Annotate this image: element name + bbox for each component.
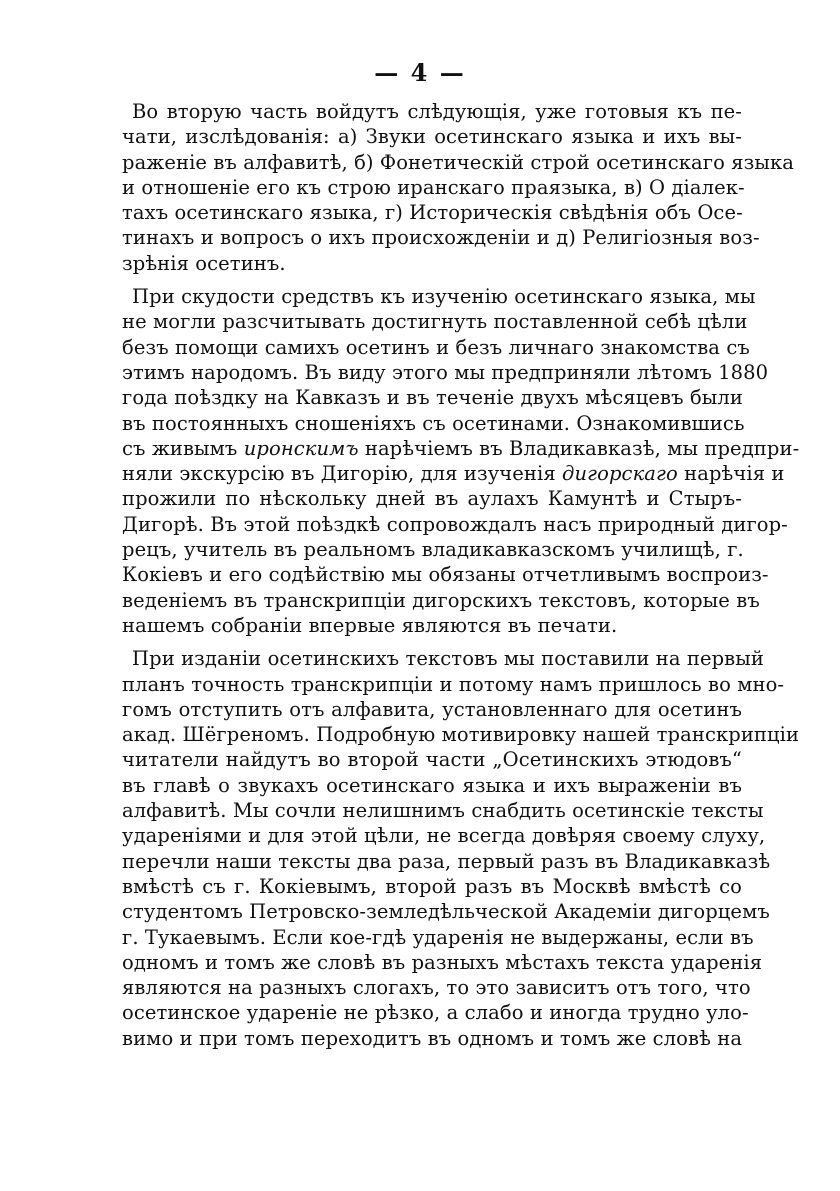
text-line: читатели найдутъ во второй части „Осетинскихъ этюдовъ“ — [122, 748, 742, 772]
text-line: акад. Шёгреномъ. Подробную мотивировку нашей транскрипціи — [122, 723, 800, 747]
text-line: веденіемъ въ транскрипціи дигорскихъ текстовъ, которые въ — [122, 588, 760, 612]
text-line: являются на разныхъ слогахъ, то это зависитъ отъ того, что — [122, 976, 751, 1000]
text-line: алфавитѣ. Мы сочли нелишнимъ снабдить осетинскіе тексты — [122, 799, 764, 823]
text-line: одномъ и томъ же словѣ въ разныхъ мѣстахъ текста ударенія — [122, 950, 763, 974]
paragraph-2 — [122, 284, 800, 638]
body-text — [122, 99, 800, 1051]
text-line: планъ точность транскрипціи и потому намъ пришлось во мно- — [122, 672, 785, 696]
page-number: — 4 — — [374, 58, 466, 87]
text-line: нашемъ собраніи впервые являются въ печати. — [122, 613, 618, 637]
text-line: осетинское удареніе не рѣзко, а слабо и иногда трудно уло- — [122, 1001, 749, 1025]
text-line: тинахъ и вопросъ о ихъ происхожденіи и д) Религіозныя воз- — [122, 226, 760, 250]
text-line: съ живымъ иронскимъ нарѣчіемъ въ Владикавказѣ, мы предпри- — [122, 436, 800, 460]
text-line: тахъ осетинскаго языка, г) Историческія свѣдѣнія объ Осе- — [122, 201, 743, 225]
paragraph-3 — [122, 646, 800, 1051]
text-line: чати, изслѣдованія: а) Звуки осетинскаго языка и ихъ вы- — [122, 125, 742, 149]
text-line: рецъ, учитель въ реальномъ владикавказскомъ училищѣ, г. — [122, 538, 744, 562]
text-line: года поѣздку на Кавказъ и въ теченіе двухъ мѣсяцевъ были — [122, 386, 743, 410]
text-line: няли экскурсію въ Дигорію, для изученія дигорскаго нарѣчія и — [122, 462, 785, 486]
text-line: гомъ отступить отъ алфавита, установленнаго для осетинъ — [122, 697, 742, 721]
text-line: г. Тукаевымъ. Если кое-гдѣ ударенія не выдержаны, если въ — [122, 925, 754, 949]
text-line: студентомъ Петровско-земледѣльческой Академіи дигорцемъ — [122, 900, 770, 924]
text-line: При скудости средствъ къ изученію осетинскаго языка, мы — [132, 285, 756, 309]
text-line: Дигорѣ. Въ этой поѣздкѣ сопровождалъ насъ природный дигор- — [122, 512, 788, 536]
text-line: Кокіевъ и его содѣйствію мы обязаны отчетливымъ воспроиз- — [122, 563, 769, 587]
text-line: вмѣстѣ съ г. Кокіевымъ, второй разъ въ Москвѣ вмѣстѣ со — [122, 874, 742, 898]
text-line: въ главѣ о звукахъ осетинскаго языка и ихъ выраженіи въ — [122, 773, 742, 797]
text-line: вимо и при томъ переходитъ въ одномъ и томъ же словѣ на — [122, 1026, 743, 1050]
text-line: удареніями и для этой цѣли, не всегда довѣряя своему слуху, — [122, 824, 766, 848]
text-line: При изданіи осетинскихъ текстовъ мы поставили на первый — [132, 647, 764, 671]
text-line: раженіе въ алфавитѣ, б) Фонетическій строй осетинскаго языка — [122, 150, 794, 174]
text-line: въ постоянныхъ сношеніяхъ съ осетинами. Ознакомившись — [122, 411, 745, 435]
text-line: зрѣнія осетинъ. — [122, 251, 286, 275]
text-line: и отношеніе его къ строю иранскаго праязыка, в) О діалек- — [122, 175, 745, 199]
paragraph-1 — [122, 99, 794, 276]
text-line: не могли разсчитывать достигнуть поставленной себѣ цѣли — [122, 310, 748, 334]
text-line: прожили по нѣскольку дней въ аулахъ Камунтѣ и Стыръ- — [122, 487, 742, 511]
text-line: безъ помощи самихъ осетинъ и безъ личнаго знакомства съ — [122, 335, 750, 359]
text-line: этимъ народомъ. Въ виду этого мы предприняли лѣтомъ 1880 — [122, 360, 769, 384]
text-line: Во вторую часть войдутъ слѣдующія, уже готовыя къ пе- — [132, 100, 742, 123]
text-line: перечли наши тексты два раза, первый разъ въ Владикавказѣ — [122, 849, 771, 873]
